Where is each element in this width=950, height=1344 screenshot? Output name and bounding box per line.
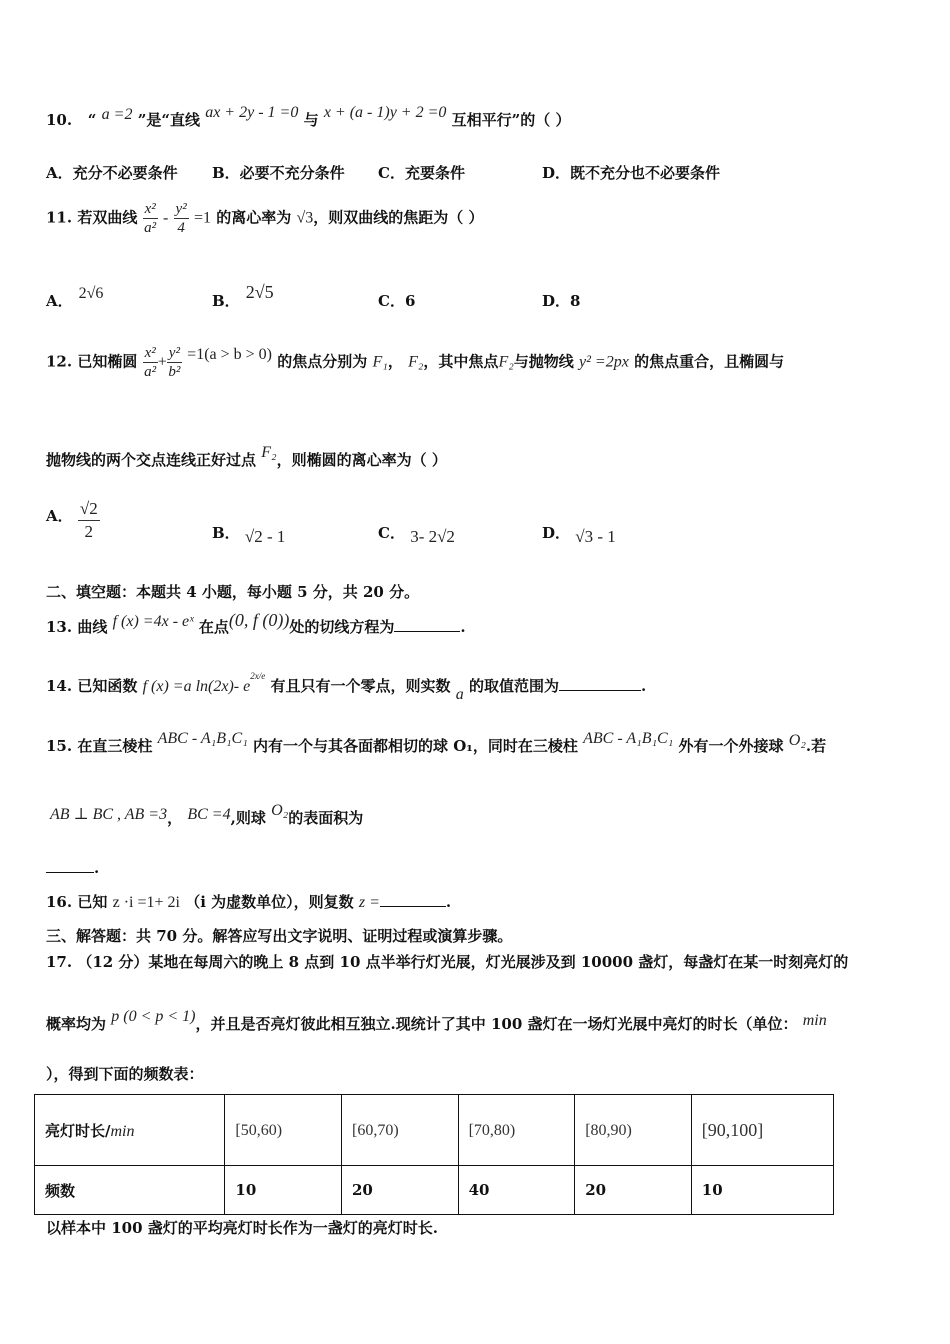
q12-text-4: 与抛物线 — [513, 352, 574, 371]
q11-eccentricity: √3 — [296, 209, 314, 227]
table-row — [35, 1095, 834, 1166]
q14-number: 14. — [46, 677, 73, 695]
q13-point: (0, f (0)) — [228, 610, 290, 630]
q16-line — [46, 892, 451, 913]
interval-2: [60,70) — [352, 1121, 399, 1139]
interval-1: [50,60) — [235, 1121, 283, 1139]
q15-comma: ， — [167, 809, 183, 827]
q17-after-table: 以样本中 100 盏灯的平均亮灯时长作为一盏灯的亮灯时长. — [46, 1219, 438, 1237]
q11-option-a-label: A． — [46, 292, 73, 310]
q11-minus: - — [162, 209, 169, 227]
q13-answer-blank[interactable] — [394, 617, 460, 632]
q12-option-c-label: C． — [378, 524, 405, 542]
q14-text-2: 有且只有一个零点，则实数 — [270, 677, 451, 695]
q15-o2-b: O₂ — [271, 802, 289, 819]
q14-text-1: 已知函数 — [77, 677, 138, 695]
q14-line — [46, 671, 647, 703]
q17-line-3: ），得到下面的频数表： — [46, 1065, 204, 1083]
q12-line-1 — [46, 344, 784, 381]
q17-probability: p (0 < p < 1) — [111, 1008, 196, 1025]
q15-line-3 — [46, 858, 99, 878]
q11-text-3: ，则双曲线的焦距为（ ） — [313, 208, 484, 227]
interval-3: [70,80) — [468, 1121, 516, 1139]
q11-fraction-x — [143, 200, 158, 237]
q10-condition: a =2 — [101, 106, 133, 123]
q15-text-2: 内有一个与其各面都相切的球 O₁，同时在三棱柱 — [253, 737, 578, 755]
q12-number: 12. — [46, 352, 73, 371]
q12-frac-y-den: b² — [168, 364, 181, 380]
q12-fraction-x — [143, 344, 158, 381]
q13-function: f (x) =4x - eˣ — [112, 613, 194, 630]
q12-parabola: y² =2px — [579, 353, 629, 371]
q12-f2: F₂ — [408, 353, 424, 371]
q13-text-1: 曲线 — [77, 618, 108, 636]
q12-text-5: 的焦点重合，且椭圆与 — [634, 352, 785, 371]
q11-frac-y-den: 4 — [177, 220, 185, 236]
q11-number: 11. — [46, 208, 73, 227]
q11-frac-x-num: x² — [144, 201, 156, 217]
q16-equation: z ·i =1+ 2i — [112, 894, 180, 911]
q14-variable: a — [455, 686, 464, 703]
q12-line2-text-2: ，则椭圆的离心率为（ ） — [276, 451, 447, 469]
q11-frac-x-den: a² — [144, 220, 157, 236]
q12-frac-x-num: x² — [144, 345, 156, 361]
q10-line — [46, 104, 571, 131]
q10-line-equation-2: x + (a - 1)y + 2 =0 — [323, 104, 447, 121]
q16-z: z = — [358, 894, 380, 911]
q17-line-2 — [46, 1008, 827, 1035]
q12-option-c — [378, 522, 455, 546]
q15-answer-blank[interactable] — [46, 858, 94, 873]
table-cell: 10 — [225, 1166, 342, 1215]
q12-plus: + — [157, 353, 167, 371]
interval-4: [80,90) — [585, 1121, 632, 1139]
q12-line2-text-1: 抛物线的两个交点连线正好过点 — [46, 451, 257, 469]
q14-answer-blank[interactable] — [559, 676, 641, 691]
table-header-cell — [35, 1095, 225, 1166]
table-cell — [225, 1095, 342, 1166]
table-cell — [575, 1095, 692, 1166]
table-header-label: 亮灯时长/ — [45, 1121, 111, 1140]
table-cell: 40 — [458, 1166, 575, 1215]
q11-text-2: 的离心率为 — [216, 208, 292, 227]
table-cell — [691, 1095, 833, 1166]
q11-option-a — [46, 285, 104, 311]
q12-option-d-value: √3 - 1 — [575, 527, 616, 546]
q12-text-2: 的焦点分别为 — [277, 352, 368, 371]
q10-close-quote: ” — [137, 111, 147, 129]
q10-text-2: 与 — [303, 111, 319, 129]
q16-answer-blank[interactable] — [380, 892, 446, 907]
q15-text-1: 在直三棱柱 — [77, 737, 153, 755]
q11-option-b-label: B． — [212, 292, 240, 310]
q12-text-3: ，其中焦点 — [423, 352, 499, 371]
q17-text-1: 概率均为 — [46, 1015, 107, 1033]
q14-end: . — [640, 677, 647, 695]
q12-option-a — [46, 498, 100, 543]
q12-option-b — [212, 522, 286, 546]
q11-option-b — [212, 282, 274, 311]
q10-line-equation-1: ax + 2y - 1 =0 — [205, 104, 299, 121]
q12-option-a-den: 2 — [84, 522, 94, 541]
table-cell: 10 — [691, 1166, 833, 1215]
q15-line-2 — [50, 802, 364, 829]
q10-number: 10. — [46, 111, 73, 129]
q12-option-a-fraction — [78, 498, 100, 543]
q15-bc: BC =4 — [187, 806, 231, 823]
q17-line-1: 17. （12 分）某地在每周六的晚上 8 点到 10 点半举行灯光展，灯光展涉及到 10000 盏灯，每盏灯在某一时刻亮灯的 — [46, 953, 849, 971]
section-3-heading: 三、解答题：共 70 分。解答应写出文字说明、证明过程或演算步骤。 — [46, 927, 513, 945]
q10-option-b: B．必要不充分条件 — [212, 164, 345, 182]
q10-text-1: 是“直线 — [146, 111, 200, 129]
table-cell — [342, 1095, 459, 1166]
q16-text-1: 已知 — [77, 893, 108, 911]
q16-number: 16. — [46, 893, 73, 911]
q15-line2-text-1: ,则球 — [230, 809, 266, 827]
q15-line-1 — [46, 730, 827, 757]
q13-end: . — [460, 618, 466, 636]
table-cell: 20 — [575, 1166, 692, 1215]
q14-text-3: 的取值范围为 — [468, 677, 559, 695]
q12-f1: F₁ — [372, 353, 388, 371]
q12-f2-b: F₂ — [498, 353, 514, 371]
q14-function: f (x) =a ln(2x)- e — [142, 678, 251, 695]
table-cell: 20 — [342, 1166, 459, 1215]
q14-exponent: 2x/e — [250, 671, 266, 681]
table-header-unit: min — [110, 1122, 135, 1140]
q17-unit: min — [802, 1012, 827, 1029]
q11-fraction-y — [174, 200, 189, 237]
q11-option-c: C．6 — [378, 292, 416, 310]
q11-line — [46, 200, 483, 237]
q12-text-1: 已知椭圆 — [77, 352, 138, 371]
table-row — [35, 1166, 834, 1215]
q11-option-a-value: 2√6 — [78, 285, 104, 302]
q12-option-b-value: √2 - 1 — [244, 527, 286, 546]
q12-option-c-value: 3- 2√2 — [410, 527, 455, 546]
q15-end: . — [94, 859, 100, 877]
q16-end: . — [445, 893, 452, 911]
interval-5: [90,100] — [701, 1119, 764, 1140]
q11-frac-y-num: y² — [175, 201, 187, 217]
q15-condition: AB ⊥ BC , AB =3 — [50, 806, 168, 823]
q10-text-3: 互相平行”的（ ） — [451, 111, 571, 129]
q12-option-a-label: A． — [46, 506, 73, 525]
q17-text-2: ，并且是否亮灯彼此相互独立.现统计了其中 100 盏灯在一场灯光展中亮灯的时长（单位： — [195, 1015, 798, 1033]
q11-equals: =1 — [193, 209, 211, 227]
q15-number: 15. — [46, 737, 73, 755]
q13-text-2: 在点 — [198, 618, 229, 636]
q12-frac-y-num: y² — [168, 345, 180, 361]
q12-option-b-label: B． — [212, 524, 240, 542]
q15-line2-text-2: 的表面积为 — [288, 809, 364, 827]
q10-open-quote: “ — [87, 111, 97, 129]
q12-frac-x-den: a² — [144, 364, 157, 380]
q10-option-d: D．既不充分也不必要条件 — [542, 164, 721, 182]
q12-f2-c: F₂ — [261, 444, 277, 461]
q15-prism: ABC - A₁B₁C₁ — [157, 730, 248, 747]
q15-text-3: 外有一个外接球 — [678, 737, 784, 755]
q12-option-d — [542, 522, 616, 546]
q11-option-b-value: 2√5 — [245, 282, 274, 302]
table-cell: 频数 — [35, 1166, 225, 1215]
q13-number: 13. — [46, 618, 73, 636]
q12-option-a-num: √2 — [78, 498, 100, 521]
q12-comma: ， — [387, 352, 403, 371]
frequency-table — [34, 1094, 834, 1215]
q12-line-2 — [46, 444, 447, 471]
q12-fraction-y — [167, 344, 182, 381]
q16-text-2: （i 为虚数单位），则复数 — [185, 893, 354, 911]
q15-text-4: .若 — [805, 737, 827, 755]
q12-option-d-label: D． — [542, 524, 571, 542]
table-cell — [458, 1095, 575, 1166]
q10-option-a: A．充分不必要条件 — [46, 164, 178, 182]
q15-prism-2: ABC - A₁B₁C₁ — [583, 730, 674, 747]
q15-o2: O₂ — [788, 732, 806, 749]
section-2-heading: 二、填空题：本题共 4 小题，每小题 5 分，共 20 分。 — [46, 583, 420, 601]
q11-option-d: D．8 — [542, 292, 581, 310]
q12-condition: =1(a > b > 0) — [187, 345, 272, 363]
q13-text-3: 处的切线方程为 — [289, 618, 395, 636]
q11-text-1: 若双曲线 — [77, 208, 138, 227]
q13-line — [46, 610, 466, 638]
q10-option-c: C．充要条件 — [378, 164, 465, 182]
